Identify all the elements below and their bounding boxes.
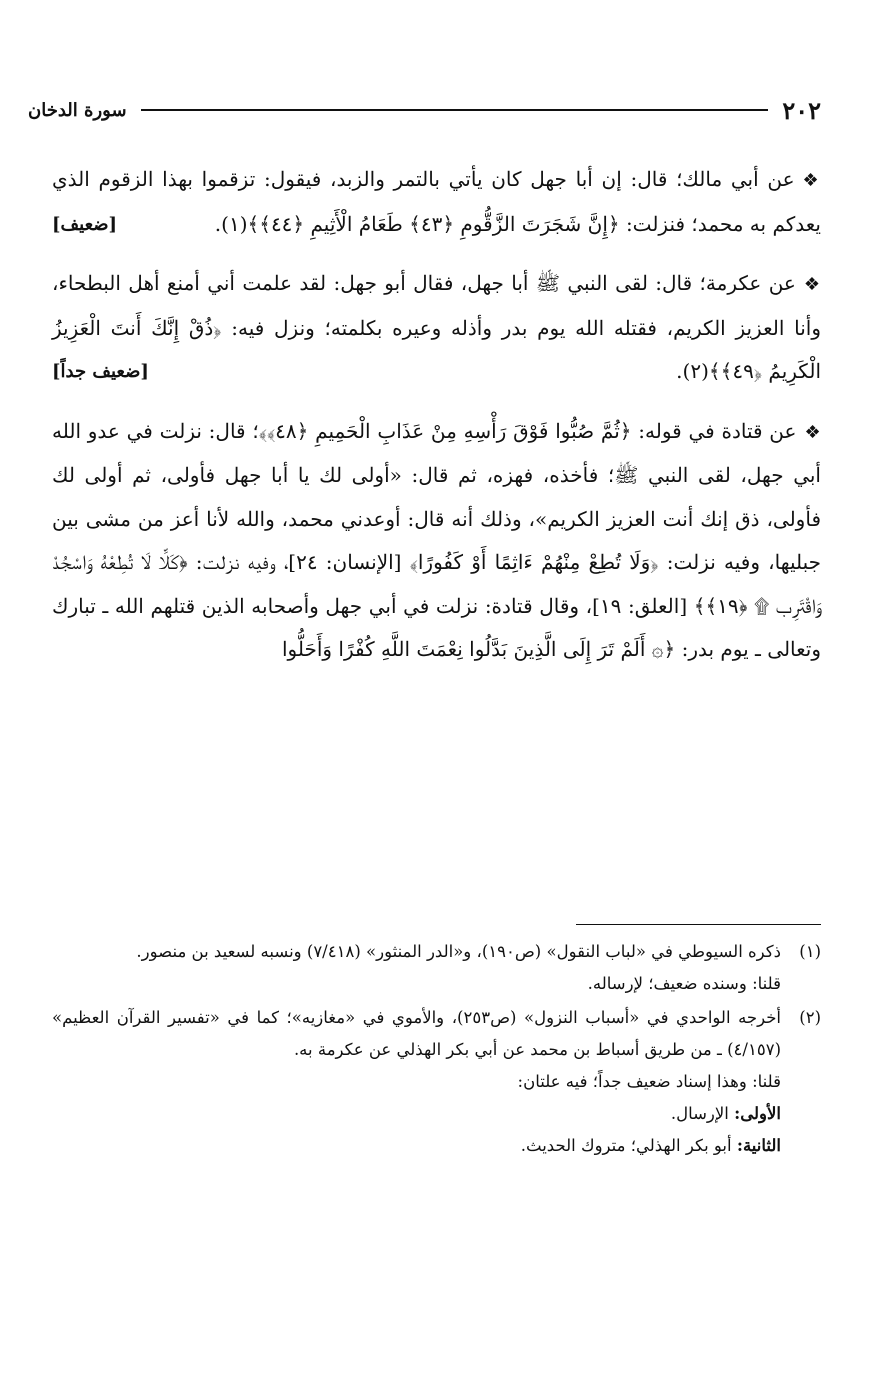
footnote-text: الإرسال. [670,1104,729,1123]
footnote-line [52,1130,781,1162]
paragraph-1 [52,158,821,246]
paragraph-text: عن قتادة في قوله: ﴿ثُمَّ صُبُّوا فَوْقَ رَأْسِهِ مِنْ عَذَابِ الْحَمِيمِ ﴿٤٨﴾﴾؛ قال: نزلت في عدو الله أبي جهل، لقى النبي ﷺ؛ فأخذه، فهزه، ثم قال: «أولى لك يا أبا جهل فأولى، ثم أولى لك فأولى، ذق إنك أنت العزيز الكريم»، وذلك أنه قال: أوعدني محمد، والله لأنا أعز من مشى بين جبليها، وفيه نزلت: ﴿وَلَا تُطِعْ مِنْهُمْ ءَاثِمًا أَوْ كَفُورًا﴾ [الإنسان: ٢٤]، وفيه نزلت: ﴿كَلَّا لَا تُطِعْهُ وَاسْجُدْ وَاقْتَرِب ۩ ﴿١٩﴾﴾ [العلق: ١٩]، وقال قتادة: نزلت في أبي جهل وأصحابه الذين قتلهم الله ـ تبارك وتعالى ـ يوم بدر: ﴿۞ أَلَمْ تَرَ إِلَى الَّذِينَ بَدَّلُوا نِعْمَتَ اللَّهِ كُفْرًا وَأَحَلُّوا [52,418,822,661]
paragraph-text: عن عكرمة؛ قال: لقى النبي ﷺ أبا جهل، فقال أبو جهل: لقد علمت أني أمنع أهل البطحاء، وأنا العزيز الكريم، فقتله الله يوم بدر وأذله وعيره بكلمته؛ ونزل فيه: ﴿ذُقْ إِنَّكَ أَنتَ الْعَزِيزُ الْكَرِيمُ ﴿٤٩﴾﴾(٢). [52,271,821,383]
footnote-number: (١) [799,942,821,961]
footnote-line [52,1098,781,1130]
grade-label: [ضعيف] [52,213,118,235]
paragraph-marker: ❖ [803,274,821,295]
footnote-label: الثانية: [736,1136,781,1155]
footnote-text: أخرجه الواحدي في «أسباب النزول» (ص٢٥٣)، والأموي في «مغازيه»؛ كما في «تفسير القرآن العظيم» (٤/١٥٧) ـ من طريق أسباط بن محمد عن أبي بكر الهذلي عن عكرمة به. [52,1008,782,1059]
page-number: ٢٠٢ [782,95,821,125]
paragraph-marker: ❖ [804,421,822,443]
footnote-2 [52,1002,821,1162]
footnote-text: أبو بكر الهذلي؛ متروك الحديث. [520,1136,732,1155]
paragraph-3 [52,410,821,672]
footnote-text: قلنا: وسنده ضعيف؛ لإرساله. [587,974,781,993]
footnote-separator [576,924,821,925]
paragraph-2 [52,262,821,394]
page-header [28,90,821,130]
footnote-label: الأولى: [734,1104,781,1123]
grade-label: [ضعيف جداً] [52,361,149,382]
footnote-line [52,1002,781,1066]
footnote-number: (٢) [799,1008,821,1027]
footnote-1 [52,936,821,1000]
surah-title: سورة الدخان [28,99,127,121]
footnote-text: ذكره السيوطي في «لباب النقول» (ص١٩٠)، و«الدر المنثور» (٧/٤١٨) ونسبه لسعيد بن منصور. [136,942,781,961]
header-rule [141,109,769,111]
footnote-text: قلنا: وهذا إسناد ضعيف جداً؛ فيه علتان: [517,1072,781,1091]
footnotes [52,936,821,1164]
paragraph-marker: ❖ [802,170,821,191]
footnote-line [52,936,781,968]
footnote-line [52,968,781,1000]
footnote-line [52,1066,781,1098]
main-text [52,158,821,688]
paragraph-text: عن أبي مالك؛ قال: إن أبا جهل كان يأتي بالتمر والزبد، فيقول: تزقموا بهذا الزقوم الذي يعدكم به محمد؛ فنزلت: ﴿إِنَّ شَجَرَتَ الزَّقُّومِ ﴿٤٣﴾ طَعَامُ الْأَثِيمِ ﴿٤٤﴾﴾(١). [52,167,821,236]
